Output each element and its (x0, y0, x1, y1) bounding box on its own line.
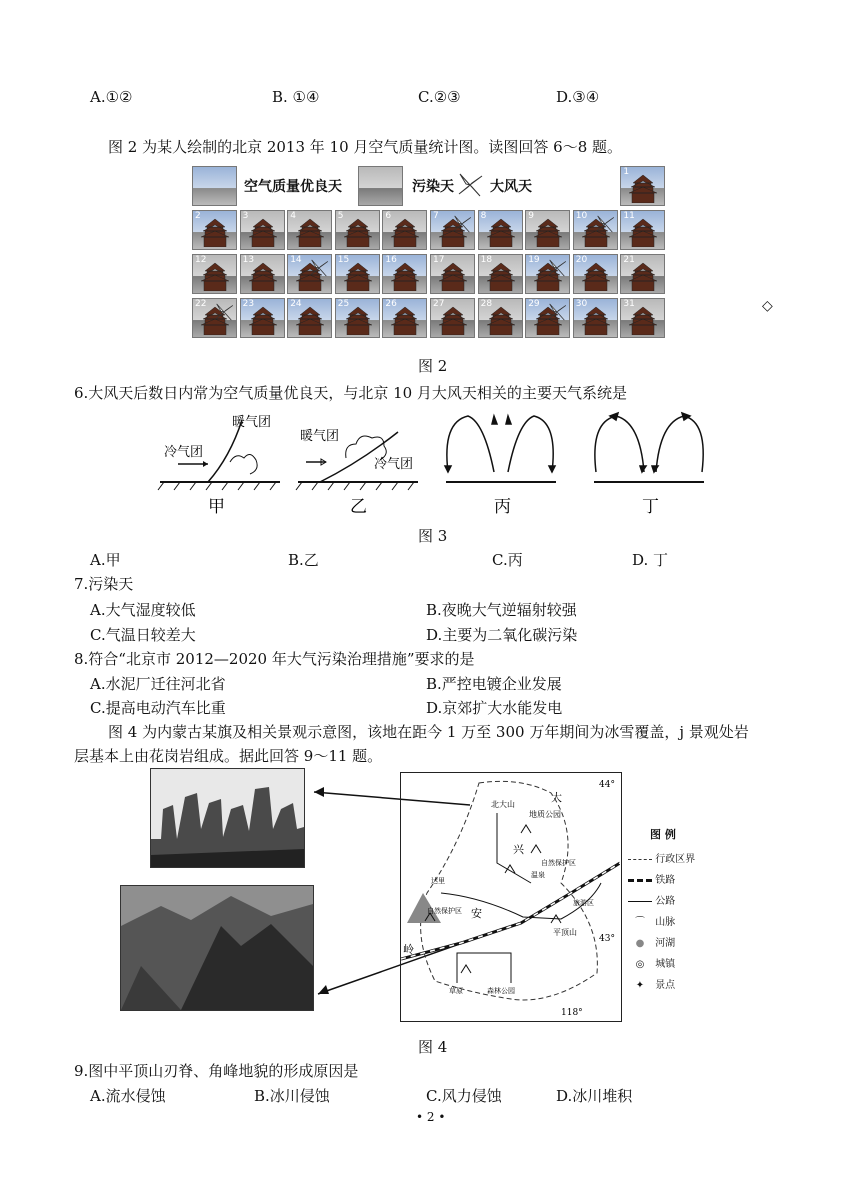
calendar-day-2 (192, 210, 237, 250)
q8-option-b: B.严控电镀企业发展 (426, 675, 562, 693)
page-number: • 2 • (416, 1110, 446, 1124)
day-number: 26 (385, 299, 397, 309)
diagram-yi (296, 428, 418, 490)
calendar-day-26 (382, 298, 427, 338)
town-icon: ◎ (635, 959, 645, 970)
day-number: 29 (528, 299, 540, 309)
legend-mountain: 山脉 (655, 917, 676, 928)
day-number: 2 (195, 211, 201, 221)
q6-option-a: A.甲 (90, 551, 121, 569)
calendar-day-9 (525, 210, 570, 250)
calendar-day-8 (478, 210, 523, 250)
q5-option-b: B. ①④ (272, 88, 320, 106)
calendar-day-15 (335, 254, 380, 294)
calendar-day-5 (335, 210, 380, 250)
calendar-day-25 (335, 298, 380, 338)
day-number: 31 (623, 299, 635, 309)
fig4-caption: 图 4 (418, 1038, 448, 1056)
q5-option-a: A.①② (90, 88, 133, 106)
day-number: 21 (623, 255, 635, 265)
fig3-caption: 图 3 (418, 527, 448, 545)
legend-title: 图 例 (650, 828, 676, 841)
calendar-day-24 (287, 298, 332, 338)
lon: 118° (561, 1008, 583, 1018)
fig2-intro: 图 2 为某人绘制的北京 2013 年 10 月空气质量统计图。读图回答 6～8 题。 (108, 138, 623, 156)
map-dali: 达里 (431, 877, 445, 885)
label-jia: 甲 (208, 497, 225, 517)
calendar-day-19 (525, 254, 570, 294)
calendar-day-21 (620, 254, 665, 294)
q8-option-c: C.提高电动汽车比重 (90, 699, 226, 717)
legend-good-label: 空气质量优良天 (244, 179, 342, 195)
day-number: 9 (528, 211, 534, 221)
map-park1: 地质公园 (529, 810, 561, 819)
q6-stem: 6.大风天后数日内常为空气质量优良天，与北京 10 月大风天相关的主要天气系统是 (74, 384, 627, 402)
day-number: 18 (480, 255, 493, 265)
legend-boundary: 行政区界 (655, 854, 696, 865)
map-beidashan: 北大山 (491, 800, 515, 809)
day-number: 23 (242, 299, 255, 309)
yi-warm-label: 暖气团 (300, 429, 340, 444)
calendar-day-18 (478, 254, 523, 294)
diagram-jia (158, 414, 280, 490)
rock-pillars-photo (150, 768, 305, 868)
day-number: 15 (337, 255, 350, 265)
day-number: 13 (242, 255, 255, 265)
fig4-intro-line2: 层基本上由花岗岩组成。据此回答 9～11 题。 (74, 747, 383, 765)
calendar-day-27 (430, 298, 475, 338)
day-number: 16 (385, 255, 397, 265)
road-icon (628, 901, 652, 902)
map-nature2: 自然保护区 (427, 907, 462, 915)
diagram-ding (594, 413, 704, 482)
calendar-day-22 (192, 298, 237, 338)
day-number: 22 (195, 299, 207, 309)
q5-option-d: D.③④ (556, 88, 600, 106)
day-number: 24 (290, 299, 302, 309)
calendar-day-12 (192, 254, 237, 294)
calendar-day-30 (573, 298, 618, 338)
calendar-day-3 (240, 210, 285, 250)
calendar-day-31 (620, 298, 665, 338)
q9-option-d: D.冰川堆积 (556, 1087, 633, 1105)
boundary-icon (628, 859, 652, 860)
lat-top: 44° (599, 780, 615, 790)
day-number: 20 (575, 255, 588, 265)
day-number: 8 (480, 211, 487, 221)
q6-option-b: B.乙 (288, 551, 319, 569)
q8-option-d: D.京郊扩大水能发电 (426, 699, 563, 717)
q8-stem: 8.符合“北京市 2012—2020 年大气污染治理措施”要求的是 (74, 650, 475, 668)
ridge-horn-photo (120, 885, 314, 1011)
jia-warm-label: 暖气团 (232, 415, 272, 430)
fig3-weather-systems (150, 402, 710, 524)
calendar-day-7 (430, 210, 475, 250)
legend-lake: 河湖 (655, 938, 676, 949)
q9-option-c: C.风力侵蚀 (426, 1087, 502, 1105)
q9-option-a: A.流水侵蚀 (90, 1087, 166, 1105)
map-pingdingshan: 平顶山 (553, 928, 577, 937)
legend-wind-label: 大风天 (490, 179, 532, 195)
fig2-caption: 图 2 (418, 357, 448, 375)
yi-cold-label: 冷气团 (374, 457, 414, 472)
q6-option-c: C.丙 (492, 551, 523, 569)
map-nature1: 自然保护区 (541, 859, 576, 867)
q9-stem: 9.图中平顶山刃脊、角峰地貌的形成原因是 (74, 1062, 359, 1080)
map-ling: 岭 (403, 943, 414, 956)
q9-option-b: B.冰川侵蚀 (254, 1087, 330, 1105)
q8-option-a: A.水泥厂迁往河北省 (90, 675, 226, 693)
calendar-day-10 (573, 210, 618, 250)
day-number: 10 (575, 211, 588, 221)
map-an: 安 (471, 907, 482, 920)
day-number: 14 (290, 255, 302, 265)
railway-icon (628, 879, 652, 882)
lat-mid: 43° (599, 934, 615, 944)
calendar-day-20 (573, 254, 618, 294)
map-legend (628, 826, 695, 991)
scenic-icon: ✦ (635, 980, 645, 991)
calendar-day-4 (287, 210, 332, 250)
day-number: 7 (433, 211, 439, 221)
banner-map (400, 772, 622, 1022)
label-yi: 乙 (350, 497, 367, 517)
diamond-mark: ◇ (762, 298, 773, 314)
day-number: 6 (385, 211, 392, 221)
map-xing: 兴 (513, 843, 524, 856)
q6-option-d: D. 丁 (632, 551, 669, 569)
q5-option-c: C.②③ (418, 88, 461, 106)
calendar-day-17 (430, 254, 475, 294)
day-number: 3 (242, 211, 249, 221)
map-senlin: 森林公园 (487, 987, 515, 995)
day-number: 28 (480, 299, 493, 309)
mountain-icon: ⌒ (635, 917, 645, 928)
day-number: 25 (337, 299, 350, 309)
label-ding: 丁 (642, 497, 659, 517)
q7-option-a: A.大气湿度较低 (90, 601, 196, 619)
legend-railway: 铁路 (655, 875, 676, 886)
day-number: 30 (575, 299, 588, 309)
calendar-day-16 (382, 254, 427, 294)
calendar-day-1 (620, 166, 665, 206)
map-lvyou: 旅游区 (573, 899, 594, 907)
calendar-day-23 (240, 298, 285, 338)
day-number: 27 (433, 299, 445, 309)
legend-road: 公路 (655, 896, 676, 907)
calendar-day-14 (287, 254, 332, 294)
calendar-day-28 (478, 298, 523, 338)
day-number: 1 (623, 167, 630, 177)
lake-icon: ● (635, 938, 645, 949)
legend-bad-label: 污染天 (412, 179, 454, 195)
day-number: 12 (195, 255, 207, 265)
day-number: 19 (528, 255, 540, 265)
legend-town: 城镇 (655, 959, 676, 970)
jia-cold-label: 冷气团 (164, 445, 204, 460)
q7-option-c: C.气温日较差大 (90, 626, 196, 644)
map-da: 大 (551, 791, 562, 804)
fig4-intro-line1: 图 4 为内蒙古某旗及相关景观示意图，该地在距今 1 万至 300 万年期间为冰雪覆盖，j 景观处岩 (108, 723, 749, 741)
calendar-day-11 (620, 210, 665, 250)
day-number: 11 (623, 211, 635, 221)
calendar-day-29 (525, 298, 570, 338)
q7-stem: 7.污染天 (74, 575, 134, 593)
legend-scenic: 景点 (655, 980, 676, 991)
calendar-day-6 (382, 210, 427, 250)
day-number: 5 (337, 211, 344, 221)
day-number: 17 (433, 255, 445, 265)
q7-option-b: B.夜晚大气逆辐射较强 (426, 601, 577, 619)
air-quality-calendar (192, 166, 668, 342)
calendar-day-13 (240, 254, 285, 294)
map-wenquan: 温泉 (531, 871, 545, 879)
map-caoyuan: 草原 (449, 987, 463, 995)
label-bing: 丙 (494, 497, 511, 517)
q7-option-d: D.主要为二氧化碳污染 (426, 626, 578, 644)
diagram-bing (445, 416, 556, 482)
day-number: 4 (290, 211, 296, 221)
